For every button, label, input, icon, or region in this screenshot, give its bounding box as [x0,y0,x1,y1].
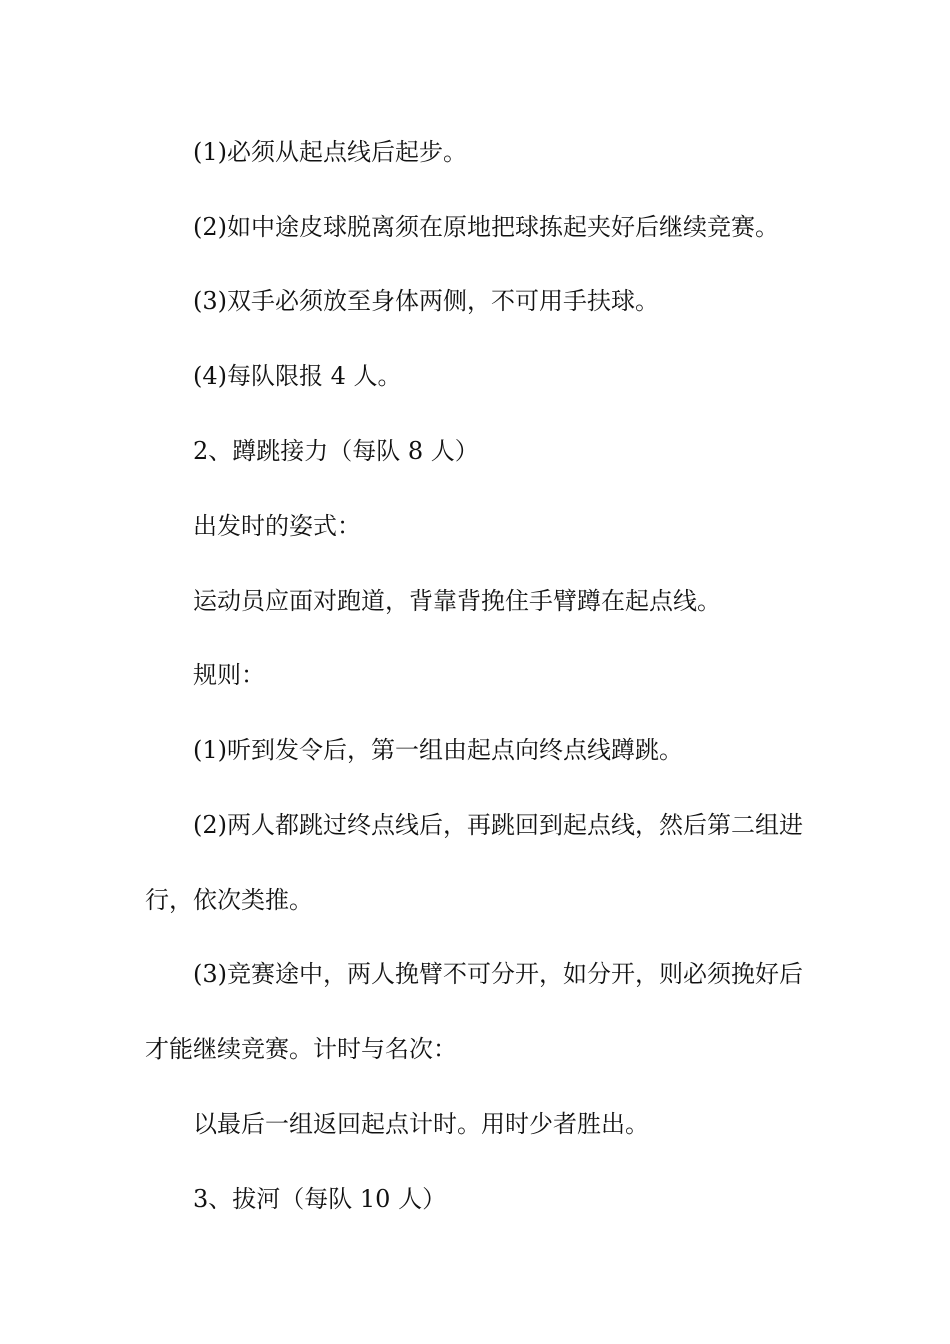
rule-4-text: (4)每队限报 4 人。 [193,362,402,390]
start-posture-heading: 出发时的姿式： [193,512,361,540]
relay-rule-1-text: (1)听到发令后，第一组由起点向终点线蹲跳。 [193,736,683,764]
relay-rule-3-continuation: 才能继续竞赛。计时与名次： [145,1035,457,1063]
rule-1-text: (1)必须从起点线后起步。 [193,138,467,166]
relay-rule-3-text: (3)竞赛途中，两人挽臂不可分开，如分开，则必须挽好后 [193,960,803,988]
relay-rule-2-text: (2)两人都跳过终点线后，再跳回到起点线，然后第二组进 [193,811,803,839]
rule-2-text: (2)如中途皮球脱离须在原地把球拣起夹好后继续竞赛。 [193,213,779,241]
relay-rule-2-continuation: 行，依次类推。 [145,886,313,914]
start-posture-text: 运动员应面对跑道，背靠背挽住手臂蹲在起点线。 [193,587,721,615]
timing-rule-text: 以最后一组返回起点计时。用时少者胜出。 [193,1110,649,1138]
rule-3-text: (3)双手必须放至身体两侧，不可用手扶球。 [193,287,659,315]
rules-heading: 规则： [193,661,265,689]
section-heading-tug-of-war: 3、拔河（每队 10 人） [193,1185,447,1213]
section-heading-squat-jump-relay: 2、蹲跳接力（每队 8 人） [193,437,479,465]
